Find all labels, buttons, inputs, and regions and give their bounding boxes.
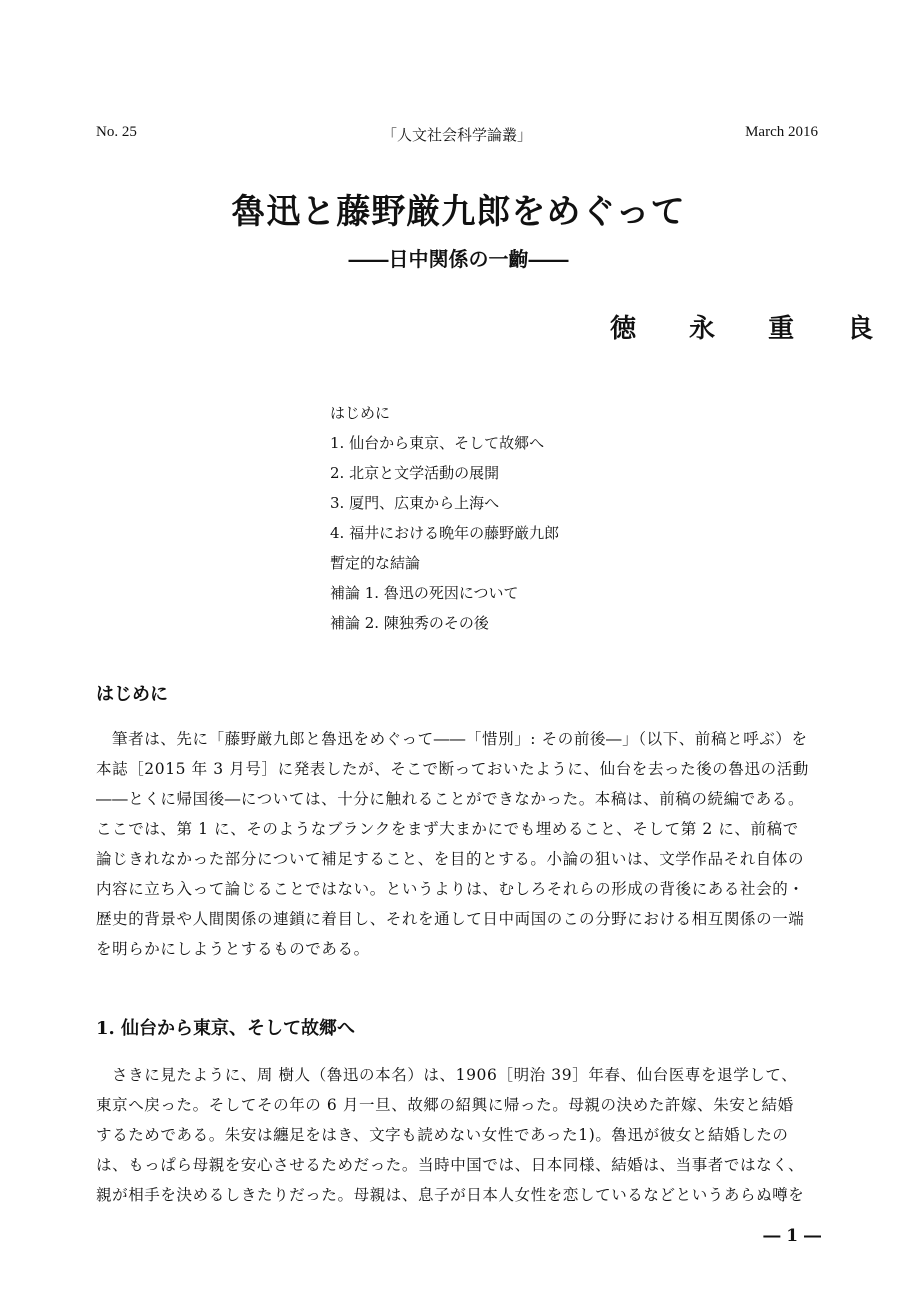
issue-date: March 2016 xyxy=(745,124,818,140)
toc-item: 補論 1. 魯迅の死因について xyxy=(330,584,519,602)
page-number: ― 1 ― xyxy=(763,1226,821,1246)
text-line: さきに見たように、周 樹人（魯迅の本名）は、1906［明治 39］年春、仙台医専を退学して、 xyxy=(112,1066,798,1084)
journal-name: 「人文社会科学論叢」 xyxy=(381,126,532,144)
paper-title: 魯迅と藤野厳九郎をめぐって xyxy=(231,192,686,232)
text-line: 内容に立ち入って論じることではない。というよりは、むしろそれらの形成の背後にある社会的・ xyxy=(96,880,805,898)
intro-paragraph xyxy=(96,724,818,964)
author-name: 徳 永 重 良 xyxy=(610,314,896,344)
toc-item: 1. 仙台から東京、そして故郷へ xyxy=(330,434,545,452)
toc-item: 2. 北京と文学活動の展開 xyxy=(330,464,500,482)
intro-heading: はじめに xyxy=(96,684,168,705)
text-line: ――とくに帰国後―については、十分に触れることができなかった。本稿は、前稿の続編である。 xyxy=(96,790,805,808)
text-line: 親が相手を決めるしきたりだった。母親は、息子が日本人女性を恋しているなどというあらぬ噂を xyxy=(96,1186,805,1204)
paper-subtitle: ――日中関係の一齣―― xyxy=(348,247,569,271)
text-line: は、もっぱら母親を安心させるためだった。当時中国では、日本同様、結婚は、当事者ではなく、 xyxy=(96,1156,805,1174)
toc-item: 補論 2. 陳独秀のその後 xyxy=(330,614,489,632)
text-line: 東京へ戻った。そしてその年の 6 月一旦、故郷の紹興に帰った。母親の決めた許嫁、朱安と結婚 xyxy=(96,1096,794,1114)
text-line: 歴史的背景や人間関係の連鎖に着目し、それを通して日中両国のこの分野における相互関係の一端 xyxy=(96,910,805,928)
text-line: ここでは、第 1 に、そのようなブランクをまず大まかにでも埋めること、そして第 2 に、前稿で xyxy=(96,820,799,838)
running-header xyxy=(96,124,818,148)
text-line: するためである。朱安は纏足をはき、文字も読めない女性であった1)。魯迅が彼女と結婚したの xyxy=(96,1126,789,1144)
text-line: を明らかにしようとするものである。 xyxy=(96,940,370,958)
table-of-contents xyxy=(330,398,559,638)
toc-item: 4. 福井における晩年の藤野厳九郎 xyxy=(330,524,560,542)
text-line: 論じきれなかった部分について補足すること、を目的とする。小論の狙いは、文学作品それ自体の xyxy=(96,850,805,868)
section-1-heading: 1. 仙台から東京、そして故郷へ xyxy=(96,1018,356,1039)
toc-item: はじめに xyxy=(330,404,391,422)
text-line: 本誌［2015 年 3 月号］に発表したが、そこで断っておいたように、仙台を去った後の魯迅の活動 xyxy=(96,760,809,778)
toc-item: 3. 厦門、広東から上海へ xyxy=(330,494,500,512)
section-1-paragraph xyxy=(96,1060,818,1210)
toc-item: 暫定的な結論 xyxy=(330,554,421,572)
text-line: 筆者は、先に「藤野厳九郎と魯迅をめぐって――「惜別」: その前後―」（以下、前稿と呼ぶ）を xyxy=(112,730,808,748)
issue-number: No. 25 xyxy=(96,124,137,140)
